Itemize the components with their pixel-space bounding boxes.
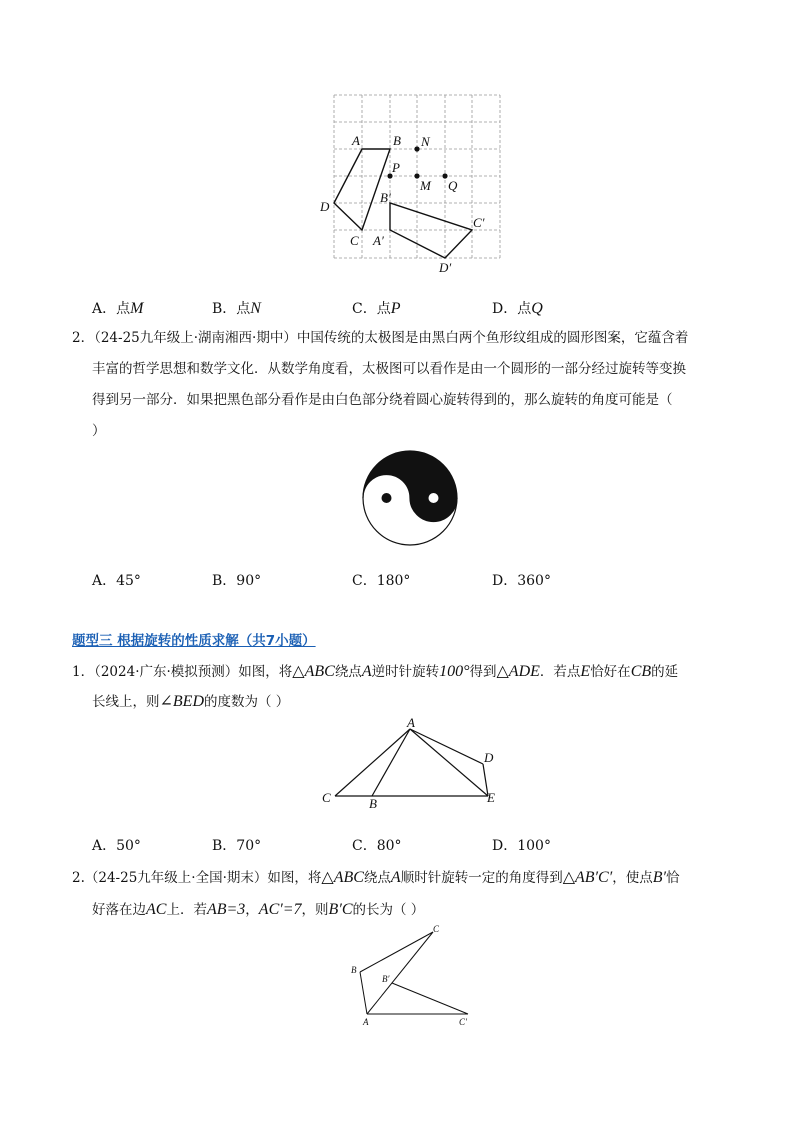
question-text: 得到另一部分．如果把黑色部分看作是由白色部分绕着圆心旋转得到的，那么旋转的角度可能是（ [92,392,673,408]
label-M: M [420,178,431,193]
label-Dp: D′ [439,260,452,275]
label-Ap: A′ [373,233,384,248]
option-a[interactable]: A．50° [92,838,141,854]
label-C: C [433,924,440,934]
label-B: B [351,965,357,975]
label-Bp: B′ [382,974,390,984]
option-d[interactable]: D．360° [492,573,551,589]
question-text: 好落在边AC上．若AB=3，AC′=7，则B′C的长为（ ） [92,901,425,918]
taiji-figure [360,448,460,548]
label-A: A [363,1017,369,1027]
label-B: B [393,133,401,148]
question-text: 丰富的哲学思想和数学文化．从数学角度看，太极图可以看作是由一个圆形的一部分经过旋转等变换 [92,361,686,377]
label-B: B [369,796,377,811]
label-D: D [320,199,330,214]
section-title: 题型三 根据旋转的性质求解（共7小题） [72,633,316,649]
question-text: 1．（2024·广东·模拟预测）如图，将△ABC绕点A逆时针旋转100°得到△ADE．若点E恰好在CB的延 [72,663,679,680]
option-c[interactable]: C．点P [352,300,401,317]
point-Q [442,173,447,178]
label-E: E [487,790,495,805]
question-text: 长线上，则∠BED的度数为（ ） [92,693,290,710]
question-text: 2．（24-25九年级上·湖南湘西·期中）中国传统的太极图是由黑白两个鱼形纹组成的圆形图案，它蕴含着 [72,330,689,346]
label-Bp: B′ [380,190,391,205]
triangle-rotation-figure [318,716,508,812]
option-d[interactable]: D．点Q [492,300,543,317]
option-d[interactable]: D．100° [492,838,551,854]
option-b[interactable]: B．70° [212,838,262,854]
rotation-grid-figure [320,88,520,278]
label-N: N [421,134,430,149]
point-M [414,173,419,178]
label-A: A [352,133,360,148]
option-b[interactable]: B．点N [212,300,261,317]
quad-ApBpCpDp [390,203,472,258]
point-N [414,146,419,151]
triangle-rotation-figure-2 [340,922,480,1028]
label-D: D [484,750,494,765]
option-b[interactable]: B．90° [212,573,262,589]
label-Cp: C′ [459,1017,467,1027]
label-Q: Q [448,178,458,193]
option-c[interactable]: C．180° [352,573,411,589]
label-C: C [322,790,331,805]
option-a[interactable]: A．点M [92,300,144,317]
option-a[interactable]: A．45° [92,573,141,589]
question-text: 2.（24-25九年级上·全国·期末）如图，将△ABC绕点A顺时针旋转一定的角度得到△AB′C′，使点B′恰 [72,869,680,886]
label-P: P [392,160,400,175]
label-A: A [407,716,415,730]
question-text: ） [92,423,106,439]
label-Cp: C′ [473,215,485,230]
option-c[interactable]: C．80° [352,838,402,854]
label-C: C [350,233,359,248]
